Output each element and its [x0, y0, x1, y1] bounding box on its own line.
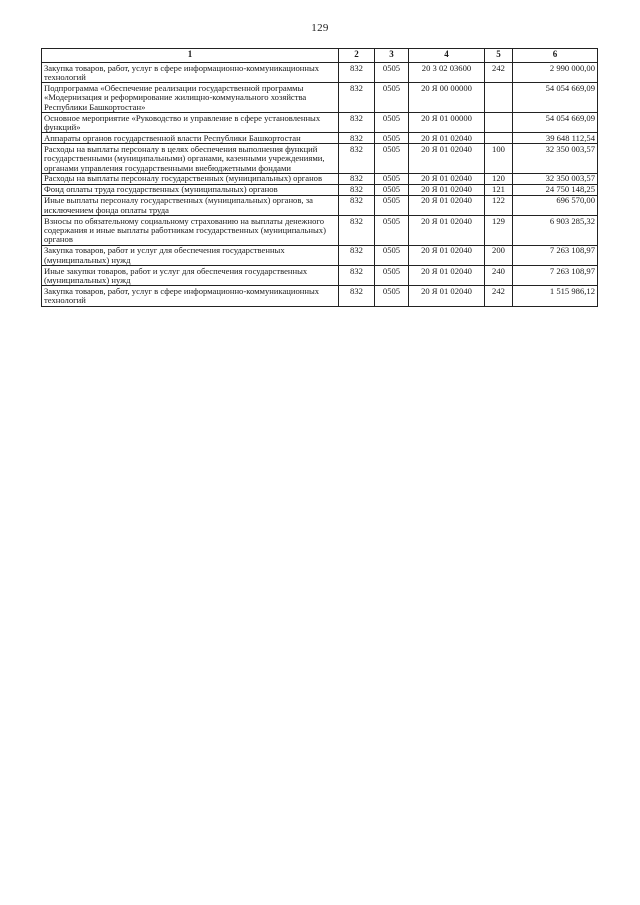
row-expense-type: 240 — [485, 266, 513, 286]
table-row — [42, 173, 598, 184]
row-expense-type — [485, 83, 513, 113]
row-target-code: 20 Я 01 02040 — [409, 266, 485, 286]
table-row — [42, 184, 598, 195]
row-target-code: 20 3 02 03600 — [409, 63, 485, 83]
header-col-3: 3 — [375, 49, 409, 63]
header-col-2: 2 — [339, 49, 375, 63]
row-target-code: 20 Я 01 02040 — [409, 144, 485, 174]
table-row — [42, 195, 598, 215]
row-amount: 2 990 000,00 — [513, 63, 598, 83]
row-name: Взносы по обязательному социальному страхованию на выплаты денежного содержания и иные выплаты работникам государственных (муниципальных) органов — [42, 216, 339, 246]
row-section: 0505 — [375, 184, 409, 195]
row-target-code: 20 Я 01 02040 — [409, 133, 485, 144]
row-expense-type: 122 — [485, 195, 513, 215]
row-name: Основное мероприятие «Руководство и управление в сфере установленных функций» — [42, 113, 339, 133]
row-grbs: 832 — [339, 266, 375, 286]
row-name: Закупка товаров, работ, услуг в сфере информационно-коммуникационных технологий — [42, 63, 339, 83]
row-section: 0505 — [375, 266, 409, 286]
row-expense-type: 100 — [485, 144, 513, 174]
row-amount: 32 350 003,57 — [513, 173, 598, 184]
row-section: 0505 — [375, 173, 409, 184]
row-section: 0505 — [375, 133, 409, 144]
row-name: Иные закупки товаров, работ и услуг для обеспечения государственных (муниципальных) нужд — [42, 266, 339, 286]
row-expense-type — [485, 133, 513, 144]
row-target-code: 20 Я 01 02040 — [409, 173, 485, 184]
row-target-code: 20 Я 01 02040 — [409, 195, 485, 215]
row-grbs: 832 — [339, 195, 375, 215]
row-expense-type: 242 — [485, 63, 513, 83]
row-expense-type: 242 — [485, 286, 513, 306]
row-expense-type: 120 — [485, 173, 513, 184]
row-grbs: 832 — [339, 83, 375, 113]
row-name: Расходы на выплаты персоналу в целях обеспечения выполнения функций государственными (муниципальными) органами, казенными учреждениями, органами управления государственными внебюджетными фондами — [42, 144, 339, 174]
row-section: 0505 — [375, 216, 409, 246]
table-row — [42, 83, 598, 113]
row-amount: 32 350 003,57 — [513, 144, 598, 174]
row-amount: 1 515 986,12 — [513, 286, 598, 306]
row-name: Аппараты органов государственной власти Республики Башкортостан — [42, 133, 339, 144]
table-row — [42, 133, 598, 144]
table-row — [42, 266, 598, 286]
row-name: Закупка товаров, работ и услуг для обеспечения государственных (муниципальных) нужд — [42, 245, 339, 265]
row-grbs: 832 — [339, 144, 375, 174]
row-amount: 7 263 108,97 — [513, 266, 598, 286]
row-grbs: 832 — [339, 245, 375, 265]
row-target-code: 20 Я 00 00000 — [409, 83, 485, 113]
row-grbs: 832 — [339, 216, 375, 246]
table-row — [42, 245, 598, 265]
table-row — [42, 113, 598, 133]
table-row — [42, 63, 598, 83]
row-amount: 7 263 108,97 — [513, 245, 598, 265]
row-expense-type: 121 — [485, 184, 513, 195]
row-target-code: 20 Я 01 00000 — [409, 113, 485, 133]
table-row — [42, 144, 598, 174]
row-name: Иные выплаты персоналу государственных (муниципальных) органов, за исключением фонда оплаты труда — [42, 195, 339, 215]
row-grbs: 832 — [339, 173, 375, 184]
header-col-1: 1 — [42, 49, 339, 63]
budget-table — [41, 48, 598, 307]
row-target-code: 20 Я 01 02040 — [409, 286, 485, 306]
row-grbs: 832 — [339, 133, 375, 144]
page-number: 129 — [311, 22, 329, 34]
row-section: 0505 — [375, 286, 409, 306]
row-amount: 696 570,00 — [513, 195, 598, 215]
row-expense-type: 129 — [485, 216, 513, 246]
row-amount: 54 054 669,09 — [513, 83, 598, 113]
row-target-code: 20 Я 01 02040 — [409, 245, 485, 265]
row-amount: 6 903 285,32 — [513, 216, 598, 246]
row-expense-type: 200 — [485, 245, 513, 265]
row-section: 0505 — [375, 83, 409, 113]
table-row — [42, 216, 598, 246]
row-section: 0505 — [375, 113, 409, 133]
row-amount: 54 054 669,09 — [513, 113, 598, 133]
header-row — [42, 49, 598, 63]
row-name: Подпрограмма «Обеспечение реализации государственной программы «Модернизация и реформирование жилищно-коммунального хозяйства Республики Башкортостан» — [42, 83, 339, 113]
row-expense-type — [485, 113, 513, 133]
row-amount: 39 648 112,54 — [513, 133, 598, 144]
row-section: 0505 — [375, 245, 409, 265]
row-target-code: 20 Я 01 02040 — [409, 184, 485, 195]
row-name: Закупка товаров, работ, услуг в сфере информационно-коммуникационных технологий — [42, 286, 339, 306]
row-name: Фонд оплаты труда государственных (муниципальных) органов — [42, 184, 339, 195]
row-section: 0505 — [375, 63, 409, 83]
row-grbs: 832 — [339, 184, 375, 195]
row-section: 0505 — [375, 195, 409, 215]
header-col-6: 6 — [513, 49, 598, 63]
row-grbs: 832 — [339, 286, 375, 306]
row-section: 0505 — [375, 144, 409, 174]
header-col-4: 4 — [409, 49, 485, 63]
row-grbs: 832 — [339, 113, 375, 133]
table-row — [42, 286, 598, 306]
row-amount: 24 750 148,25 — [513, 184, 598, 195]
row-target-code: 20 Я 01 02040 — [409, 216, 485, 246]
row-grbs: 832 — [339, 63, 375, 83]
header-col-5: 5 — [485, 49, 513, 63]
row-name: Расходы на выплаты персоналу государственных (муниципальных) органов — [42, 173, 339, 184]
